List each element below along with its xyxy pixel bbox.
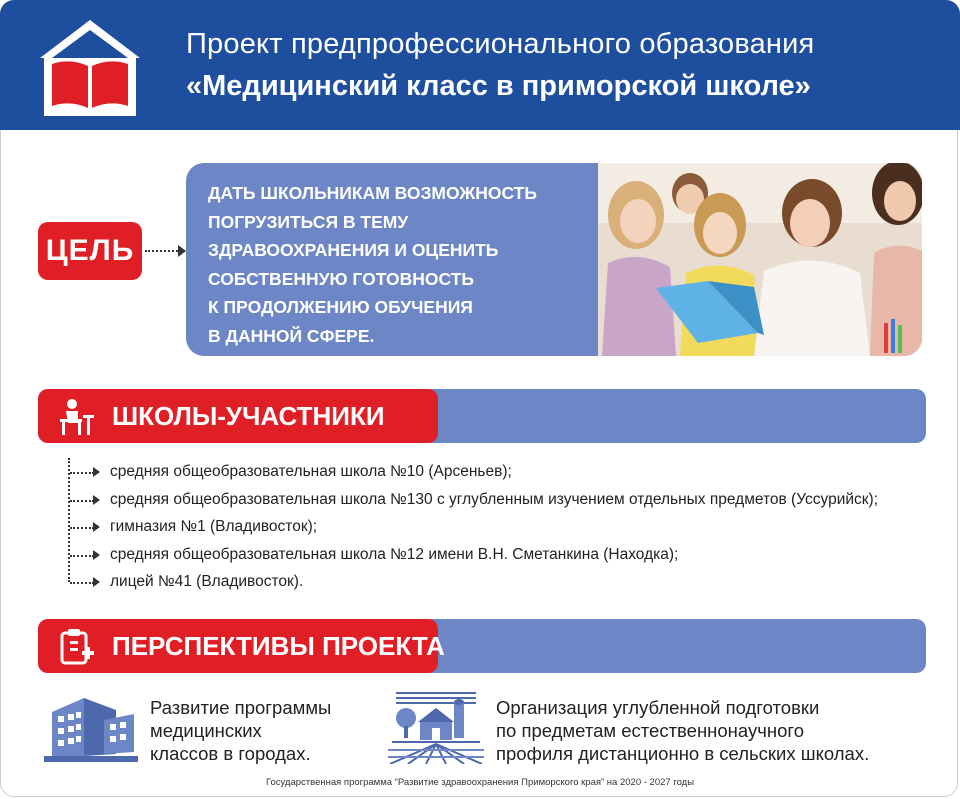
header-title-line2: «Медицинский класс в приморской школе»	[186, 70, 811, 102]
goal-arrow-icon	[178, 245, 186, 257]
perspective-line: Развитие программы	[150, 697, 332, 718]
student-desk-icon	[56, 397, 96, 437]
perspectives-section-title: ПЕРСПЕКТИВЫ ПРОЕКТА	[112, 631, 445, 661]
goal-line: ПОГРУЗИТЬСЯ В ТЕМУ	[208, 211, 409, 232]
arrow-right-icon	[93, 467, 100, 477]
header-title-line1: Проект предпрофессионального образования	[186, 28, 815, 60]
perspective-line: по предметам естественнонаучного	[496, 720, 805, 741]
arrow-right-icon	[93, 577, 100, 587]
perspectives-section-bar	[38, 619, 926, 673]
goal-line: ДАТЬ ШКОЛЬНИКАМ ВОЗМОЖНОСТЬ	[208, 183, 537, 203]
footer-note: Государственная программа “Развитие здравоохранения Приморского края” на 2020 - 2027 годы	[265, 777, 695, 788]
perspective-line: профиля дистанционно в сельских школах.	[496, 743, 870, 764]
perspective-item-2-text	[496, 696, 869, 765]
list-connector	[70, 527, 94, 529]
school-name: лицей №41 (Владивосток).	[110, 573, 304, 590]
goal-connector	[145, 250, 181, 252]
schools-section-header	[38, 389, 438, 443]
city-buildings-icon	[44, 692, 138, 764]
perspective-item-1-text	[150, 696, 331, 765]
rural-farm-icon	[388, 688, 484, 764]
arrow-right-icon	[93, 522, 100, 532]
list-connector	[70, 555, 94, 557]
medical-clipboard-icon	[56, 627, 96, 667]
school-name: гимназия №1 (Владивосток);	[110, 518, 318, 535]
goal-line: СОБСТВЕННУЮ ГОТОВНОСТЬ	[208, 268, 474, 289]
school-name: средняя общеобразовательная школа №12 имени В.Н. Сметанкина (Находка);	[110, 546, 679, 563]
schools-section-bar	[38, 389, 926, 443]
perspective-line: Организация углубленной подготовки	[496, 697, 820, 718]
list-connector	[70, 582, 94, 584]
arrow-right-icon	[93, 550, 100, 560]
goal-line: ЗДРАВООХРАНЕНИЯ И ОЦЕНИТЬ	[208, 240, 499, 260]
list-connector	[70, 500, 94, 502]
arrow-right-icon	[93, 495, 100, 505]
perspectives-section-header	[38, 619, 445, 673]
schools-section-title: ШКОЛЫ-УЧАСТНИКИ	[112, 401, 385, 431]
goal-panel	[186, 163, 922, 356]
school-name: средняя общеобразовательная школа №10 (Арсеньев);	[110, 463, 512, 480]
perspective-line: медицинских	[150, 720, 262, 741]
school-name: средняя общеобразовательная школа №130 с углубленным изучением отдельных предметов (Уссурийск);	[110, 491, 879, 508]
goal-line: В ДАННОЙ СФЕРЕ.	[208, 325, 375, 346]
goal-badge: ЦЕЛЬ	[38, 222, 142, 280]
schools-tree-line	[68, 458, 72, 582]
students-with-teacher-photo	[598, 163, 922, 356]
header-banner	[0, 0, 960, 130]
list-connector	[70, 472, 94, 474]
perspective-line: классов в городах.	[150, 743, 311, 764]
school-book-logo-icon	[38, 18, 142, 118]
goal-text	[208, 179, 588, 350]
goal-line: К ПРОДОЛЖЕНИЮ ОБУЧЕНИЯ	[208, 297, 473, 317]
